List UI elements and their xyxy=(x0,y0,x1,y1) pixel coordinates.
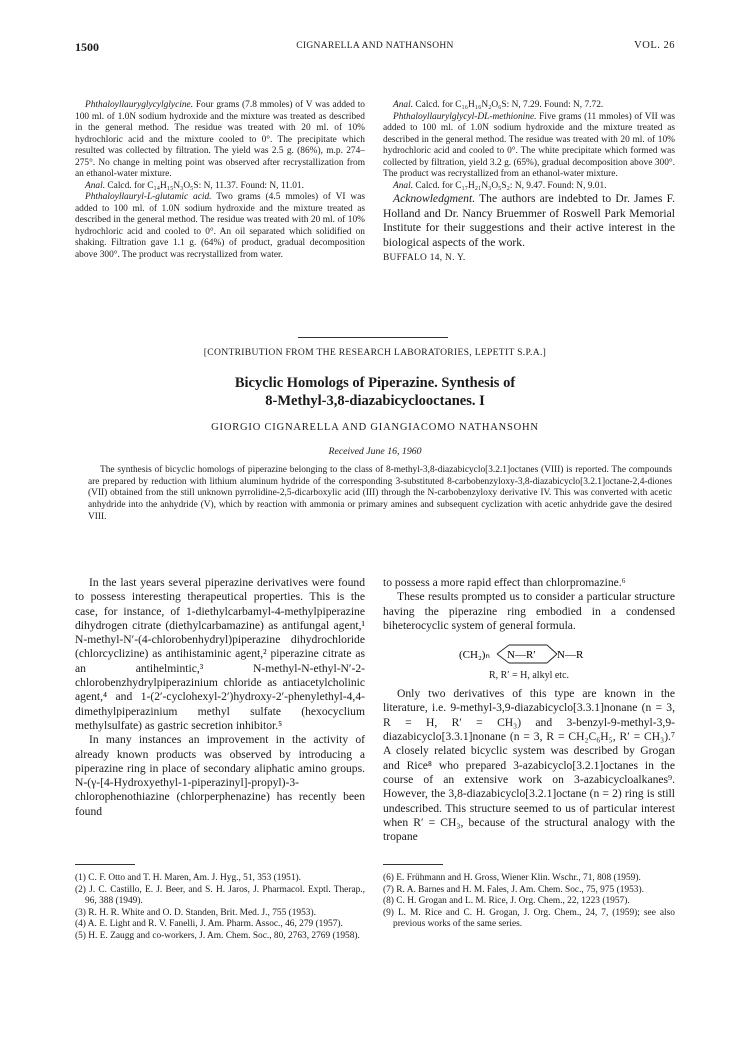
formula-right-text: N—R xyxy=(557,649,584,662)
prev-paragraph: Anal. Calcd. for C₁₄H₁₅N₃O₅S: N, 11.37. Found: N, 11.01. xyxy=(85,180,304,191)
body-paragraph: In the last years several piperazine derivatives were found to possess interesting therapeutical properties. This is the case, for instance, of 1-diethylcarbamyl-4-methylpiperazine dihydrogen citrate (diethylcarbamazine) as antifungal agent,¹ N-methyl-N′-(4-chlorobenhydryl)piperazine dihydrochloride (chlorcyclizine) as antihistaminic agent,² piperazine citrate as an antihelmintic,³ N-methyl-N-ethyl-N′-2-chlorobenzhydrylpiperazinium chloride as antiacetylcholinic agent,⁴ and 1-(2′-cyclohexyl-2′)hydroxy-2′-phenylethyl-4,4-dimethylpiperazinium methyl sulfate (hexocyclium methylsulfate) as gastric secretion inhibitor.⁵ xyxy=(75,576,365,732)
formula-bond xyxy=(547,645,557,654)
footnote-rule xyxy=(75,864,135,865)
acknowledgment: Acknowledgment. The authors are indebted to Dr. James F. Holland and Dr. Nancy Bruemmer of Roswell Park Memorial Institute for their suggestions and their active interest in the biological aspects of the work. xyxy=(383,192,675,249)
footnote: (6) E. Frühmann and H. Gross, Wiener Klin. Wschr., 71, 808 (1959). xyxy=(383,873,641,883)
prev-paragraph: Phthaloyllaurylglycyl-DL-methionine. Five grams (11 mmoles) of VII was added to 100 ml. of 1.0N sodium hydroxide and the mixture treated as described in the general method. The residue was treated with 20 ml. of 10% hydrochloric acid and cooled to 0°. The white precipitate which formed was collected by filtration, yield 3.2 g. (65%), gradual decomposition above 300°. The product was recrystallized from an ethanol-water mixture. xyxy=(383,111,675,179)
body-paragraph: In many instances an improvement in the activity of already known products was observed by introducing a piperazine ring in place of secondary aliphatic amino groups. N-(γ-[4-Hydroxyethyl-1-piperazinyl]-propyl)-3-chlorophenothiazine (chlorperphenazine) has recently been found xyxy=(75,733,365,818)
formula-caption: R, R′ = H, alkyl etc. xyxy=(488,670,570,682)
footnote: (7) R. A. Barnes and H. M. Fales, J. Am. Chem. Soc., 75, 975 (1953). xyxy=(383,884,644,895)
footnote: (9) L. M. Rice and C. H. Grogan, J. Org. Chem., 24, 7, (1959); see also previous works of the same series. xyxy=(383,907,675,930)
formula-bond xyxy=(547,654,557,663)
place-line: BUFFALO 14, N. Y. xyxy=(383,253,466,264)
footnote: (5) H. E. Zaugg and co-workers, J. Am. Chem. Soc., 80, 2763, 2769 (1958). xyxy=(75,930,360,941)
body-right-column xyxy=(383,576,675,844)
prev-article-right-column xyxy=(383,100,675,265)
section-divider xyxy=(298,337,448,338)
formula-bridge-text: N—R′ xyxy=(507,649,536,662)
bicyclic-formula-diagram xyxy=(439,641,619,667)
running-head xyxy=(75,40,675,56)
footnote: (8) C. H. Grogan and L. M. Rice, J. Org. Chem., 22, 1223 (1957). xyxy=(383,896,630,907)
formula-left-text: (CH₂)ₙ xyxy=(459,649,490,662)
footnotes-right xyxy=(383,873,675,931)
body-paragraph: These results prompted us to consider a particular structure having the piperazine ring embodied in a condensed biheterocyclic system of general formula. xyxy=(383,590,675,632)
body-left-column xyxy=(75,576,365,819)
page-number: 1500 xyxy=(75,40,99,54)
prev-paragraph: Anal. Calcd. for C₁₇H₂₁N₃O₅S₂: N, 9.47. Found: N, 9.01. xyxy=(393,180,607,191)
contribution-line: [CONTRIBUTION FROM THE RESEARCH LABORATORIES, LEPETIT S.P.A.] xyxy=(203,347,547,358)
footnote: (1) C. F. Otto and T. H. Maren, Am. J. Hyg., 51, 353 (1951). xyxy=(75,873,301,883)
body-paragraph: to possess a more rapid effect than chlorpromazine.⁶ xyxy=(383,576,626,589)
abstract: The synthesis of bicyclic homologs of piperazine belonging to the class of 8-methyl-3,8-diazabicyclo[3.2.1]octanes (VIII) is reported. The compounds are prepared by reduction with lithium aluminum hydride of the corresponding 3-substituted 8-carbobenzyloxy-3,8-diazabicyclo[3.2.1]octane-2,4-diones (VII) obtained from the still unknown pyrrolidine-2,5-dicarboxylic acid (III) through the N-carbobenzyloxy derivative IV. This was converted with acetic anhydride into the anhydride (V), which by reaction with ammonia or primary amines and subsequent cyclization with acetic anhydride gave the desired VIII. xyxy=(88,465,672,522)
footnote: (2) J. C. Castillo, E. J. Beer, and S. H. Jaros, J. Pharmacol. Exptl. Therap., 96, 388 (1949). xyxy=(75,884,365,907)
body-paragraph: Only two derivatives of this type are known in the literature, i.e. 9-methyl-3,9-diazabicyclo[3.3.1]nonane (n = 3, R = H, R′ = CH₃) and 3-benzyl-9-methyl-3,9-diazabicyclo[3.3.1]nonane (n = 3, R = CH₂C₆H₅, R′ = CH₃).⁷ A closely related bicyclic system was described by Grogan and Rice⁸ who prepared 3-azabicyclo[3.2.1]octanes in the course of an extensive work on 3-azabicycloalkanes⁹. However, the 3,8-diazabicyclo[3.2.1]octane (n = 2) ring is still undescribed. This structure seemed to us of particular interest when R′ = CH₃, because of the structural analogy with the tropane xyxy=(383,687,675,844)
received-date: Received June 16, 1960 xyxy=(328,446,422,457)
footnote: (3) R. H. R. White and O. D. Standen, Brit. Med. J., 755 (1953). xyxy=(75,907,316,918)
general-formula xyxy=(383,641,675,681)
article-title: Bicyclic Homologs of Piperazine. Synthesis of 8-Methyl-3,8-diazabicyclooctanes. I xyxy=(234,375,516,409)
footnotes-left xyxy=(75,873,365,943)
prev-paragraph: Phthaloyllauryl-L-glutamic acid. Two grams (4.5 mmoles) of VI was added to 100 ml. of 1.0N sodium hydroxide and the mixture treated as described in the general method. The residue was treated with 20 ml. of 10% hydrochloric acid and cooled to 0°. An oil separated which solidified on shaking. Filtration gave 1.1 g. (64%) of product, gradual decomposition above 300°. The product was recrystallized from water. xyxy=(75,192,366,260)
prev-paragraph: Phthaloyllauryglycylglycine. Four grams (7.8 mmoles) of V was added to 100 ml. of 1.0N sodium hydroxide and the mixture was treated as described in the general method. The residue was treated with 20 ml. of 10% hydrochloric acid and the mixture cooled to 0°. The precipitate which resulted was collected by filtration. The yield was 2.5 g. (86%), m.p. 274–275°. No change in melting point was observed after recrystallization from an ethanol-water mixture. xyxy=(75,100,365,179)
prev-article-left-column xyxy=(75,100,365,261)
running-head-title: CIGNARELLA AND NATHANSOHN xyxy=(296,41,454,51)
volume-label: VOL. 26 xyxy=(634,40,675,51)
article-authors: GIORGIO CIGNARELLA AND GIANGIACOMO NATHANSOHN xyxy=(211,422,539,433)
footnote: (4) A. E. Light and R. V. Fanelli, J. Am. Pharm. Assoc., 46, 279 (1957). xyxy=(75,919,343,930)
footnote-rule xyxy=(383,864,443,865)
prev-paragraph: Anal. Calcd. for C₁₆H₁₆N₂O₆S: N, 7.29. Found: N, 7.72. xyxy=(393,100,604,110)
